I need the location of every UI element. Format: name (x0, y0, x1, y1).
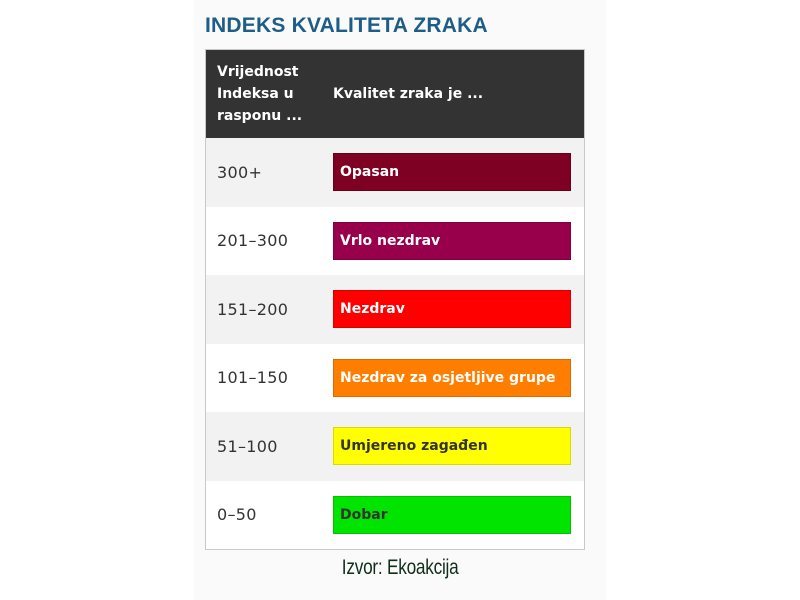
table-header (206, 50, 584, 138)
aqi-table (205, 49, 585, 550)
quality-badge: Umjereno zagađen (333, 427, 571, 465)
table-row (206, 275, 584, 344)
quality-badge: Nezdrav (333, 290, 571, 328)
quality-badge: Opasan (333, 153, 571, 191)
page-title: INDEKS KVALITETA ZRAKA (205, 14, 488, 37)
range-cell: 0–50 (217, 505, 257, 525)
range-cell: 201–300 (217, 231, 289, 251)
header-quality: Kvalitet zraka je ... (333, 86, 484, 102)
quality-badge: Nezdrav za osjetljive grupe (333, 359, 571, 397)
table-row (206, 207, 584, 276)
quality-badge: Dobar (333, 496, 571, 534)
source-caption (0, 556, 800, 580)
table-row (206, 344, 584, 413)
source-text: Izvor: Ekoakcija (341, 556, 459, 579)
header-range: Vrijednost Indeksa u rasponu ... (217, 64, 303, 124)
range-cell: 51–100 (217, 436, 278, 456)
table-row (206, 481, 584, 550)
quality-badge: Vrlo nezdrav (333, 222, 571, 260)
range-cell: 151–200 (217, 299, 289, 319)
range-cell: 101–150 (217, 368, 289, 388)
table-row (206, 138, 584, 207)
table-row (206, 412, 584, 481)
range-cell: 300+ (217, 162, 263, 182)
